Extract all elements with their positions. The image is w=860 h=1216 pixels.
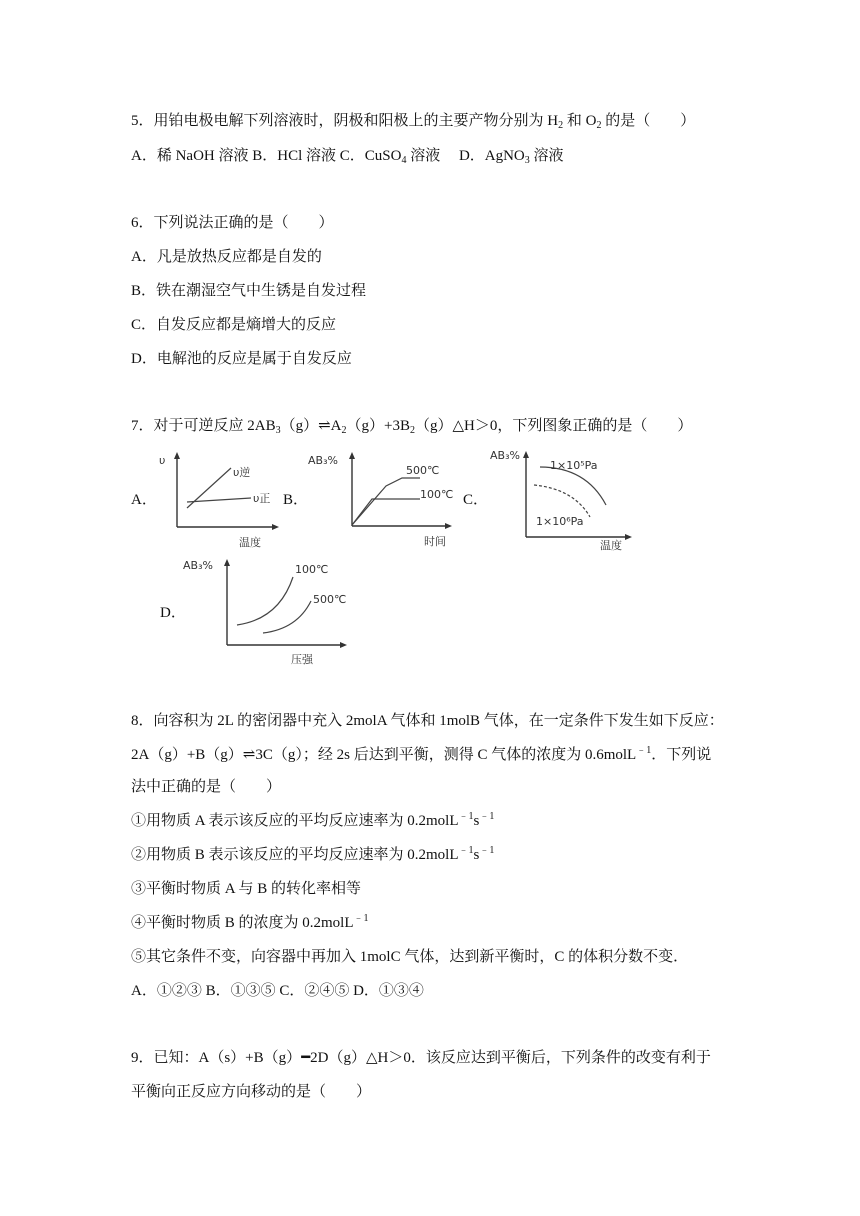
graph-a-x-arrow [272,524,279,530]
q7-stem-text-3: （g）+3B [346,418,410,434]
q7-graph-b-svg [308,448,458,550]
q5-options-text-2: 溶液 D．AgNO [406,148,525,164]
graph-a-curve1-label: υ逆 [233,466,251,479]
q5-stem-sub-2: 2 [596,120,602,131]
graph-b-x-arrow [445,523,452,529]
q6-option-c: C．自发反应都是熵增大的反应 [131,317,337,333]
q5-stem [131,111,695,131]
graph-c-x-arrow [625,534,632,540]
q6-option-b: B．铁在潮湿空气中生锈是自发过程 [131,283,367,299]
q5-options-text-1: A．稀 NaOH 溶液 B．HCl 溶液 C．CuSO [131,148,402,164]
q8-stem2-text-1: 2A（g）+B（g）⇌3C（g）；经 2s 后达到平衡，测得 C 气体的浓度为 0.6molL [131,747,637,763]
q7-option-a-label[interactable]: A． [131,492,157,508]
q8-s1-sup-2: ﹣1 [479,811,495,822]
q9-stem-line1: 9．已知：A（s）+B（g）━2D（g）△H＞0．该反应达到平衡后，下列条件的改变有利于 [131,1050,711,1066]
q8-statement-3: ③平衡时物质 A 与 B 的转化率相等 [131,881,362,897]
q8-s1-text-2: s [473,813,480,829]
q7-stem-text-1: 7．对于可逆反应 2AB [131,418,276,434]
q8-stem2-sup: ﹣1 [636,745,652,756]
graph-c-curve2-label: 1×10⁶Pa [536,515,584,528]
q7-stem-text-2: （g）⇌A [280,418,342,434]
graph-b-curve-100 [352,499,420,525]
q7-stem-sub-1: 3 [275,425,281,436]
graph-d-x-arrow [340,642,347,648]
graph-d-curve-100 [237,577,293,625]
q8-options[interactable]: A．①②③ B．①③⑤ C．②④⑤ D．①③④ [131,983,424,999]
q7-option-c-label[interactable]: C． [463,492,489,508]
q7-graph-a[interactable] [155,450,285,550]
q8-statement-5: ⑤其它条件不变，向容器中再加入 1molC 气体，达到新平衡时，C 的体积分数不变． [131,949,689,965]
q5-options-text-3: 溶液 [529,148,564,164]
q7-graph-c[interactable] [488,445,640,553]
q6-stem: 6．下列说法正确的是（ ） [131,215,334,231]
q8-stem-line1: 8．向容积为 2L 的密闭器中充入 2molA 气体和 1molB 气体，在一定条件下发生如下反应： [131,713,724,729]
graph-b-y-arrow [349,452,355,459]
q8-stem-line2 [131,745,711,765]
q6-option-d: D．电解池的反应是属于自发反应 [131,351,352,367]
q7-graph-b[interactable] [308,448,458,550]
q5-stem-text-3: 的是（ ） [601,113,696,129]
q8-s2-text-2: s [473,847,480,863]
q7-stem-sub-2: 2 [341,425,347,436]
graph-d-curve1-label: 100℃ [295,563,329,576]
q7-stem-sub-3: 2 [409,425,415,436]
q8-s4-sup: ﹣1 [353,913,369,924]
graph-b-curve1-label: 500℃ [406,464,440,477]
graph-c-y-arrow [523,451,529,458]
q7-option-d-label[interactable]: D． [160,605,186,621]
q8-s1-sup-1: ﹣1 [458,811,474,822]
q5-options [131,146,564,166]
q7-graph-d-svg [183,555,355,667]
q8-statement-2 [131,845,494,865]
graph-d-y-arrow [224,559,230,566]
graph-d-curve-500 [263,601,311,633]
graph-b-curve-500 [352,478,420,525]
graph-c-curve-1e6 [534,485,590,517]
q7-graph-c-svg [488,445,640,553]
graph-d-x-label: 压强 [291,653,313,666]
q7-option-b-label[interactable]: B． [283,492,309,508]
q8-s2-text-1: ②用物质 B 表示该反应的平均反应速率为 0.2molL [131,847,459,863]
graph-c-y-label: AB₃% [490,449,520,462]
graph-b-curve2-label: 100℃ [420,488,454,501]
q8-s2-sup-1: ﹣1 [458,845,474,856]
q7-stem [131,416,692,436]
q8-s2-sup-2: ﹣1 [479,845,495,856]
q8-statement-4 [131,913,369,933]
q5-stem-sub-1: 2 [558,120,564,131]
graph-c-x-label: 温度 [600,539,622,552]
graph-a-x-label: 温度 [239,536,261,549]
graph-d-curve2-label: 500℃ [313,593,347,606]
q7-graph-a-svg [155,450,285,550]
graph-b-x-label: 时间 [424,535,446,548]
q5-options-sub-1: 4 [401,155,407,166]
q8-stem2-text-2: ．下列说 [651,747,712,763]
q7-graph-d[interactable] [183,555,355,667]
graph-b-y-label: AB₃% [308,454,338,467]
q5-stem-text-2: 和 O [563,113,597,129]
graph-d-y-label: AB₃% [183,559,213,572]
q8-s4-text: ④平衡时物质 B 的浓度为 0.2molL [131,915,354,931]
q7-stem-text-4: （g）△H＞0，下列图象正确的是（ ） [414,418,693,434]
q8-statement-1 [131,811,494,831]
q5-stem-text-1: 5．用铂电极电解下列溶液时，阴极和阳极上的主要产物分别为 H [131,113,559,129]
graph-c-curve1-label: 1×10⁵Pa [550,459,598,472]
q8-stem-line3: 法中正确的是（ ） [131,779,282,795]
graph-c-curve-1e5 [540,467,606,505]
graph-a-y-arrow [174,452,180,459]
graph-a-y-label: υ [159,454,166,467]
graph-a-curve2-label: υ正 [253,492,271,505]
q8-s1-text-1: ①用物质 A 表示该反应的平均反应速率为 0.2molL [131,813,459,829]
q5-options-sub-2: 3 [524,155,530,166]
q6-option-a: A．凡是放热反应都是自发的 [131,249,322,265]
q9-stem-line2: 平衡向正反应方向移动的是（ ） [131,1084,372,1100]
